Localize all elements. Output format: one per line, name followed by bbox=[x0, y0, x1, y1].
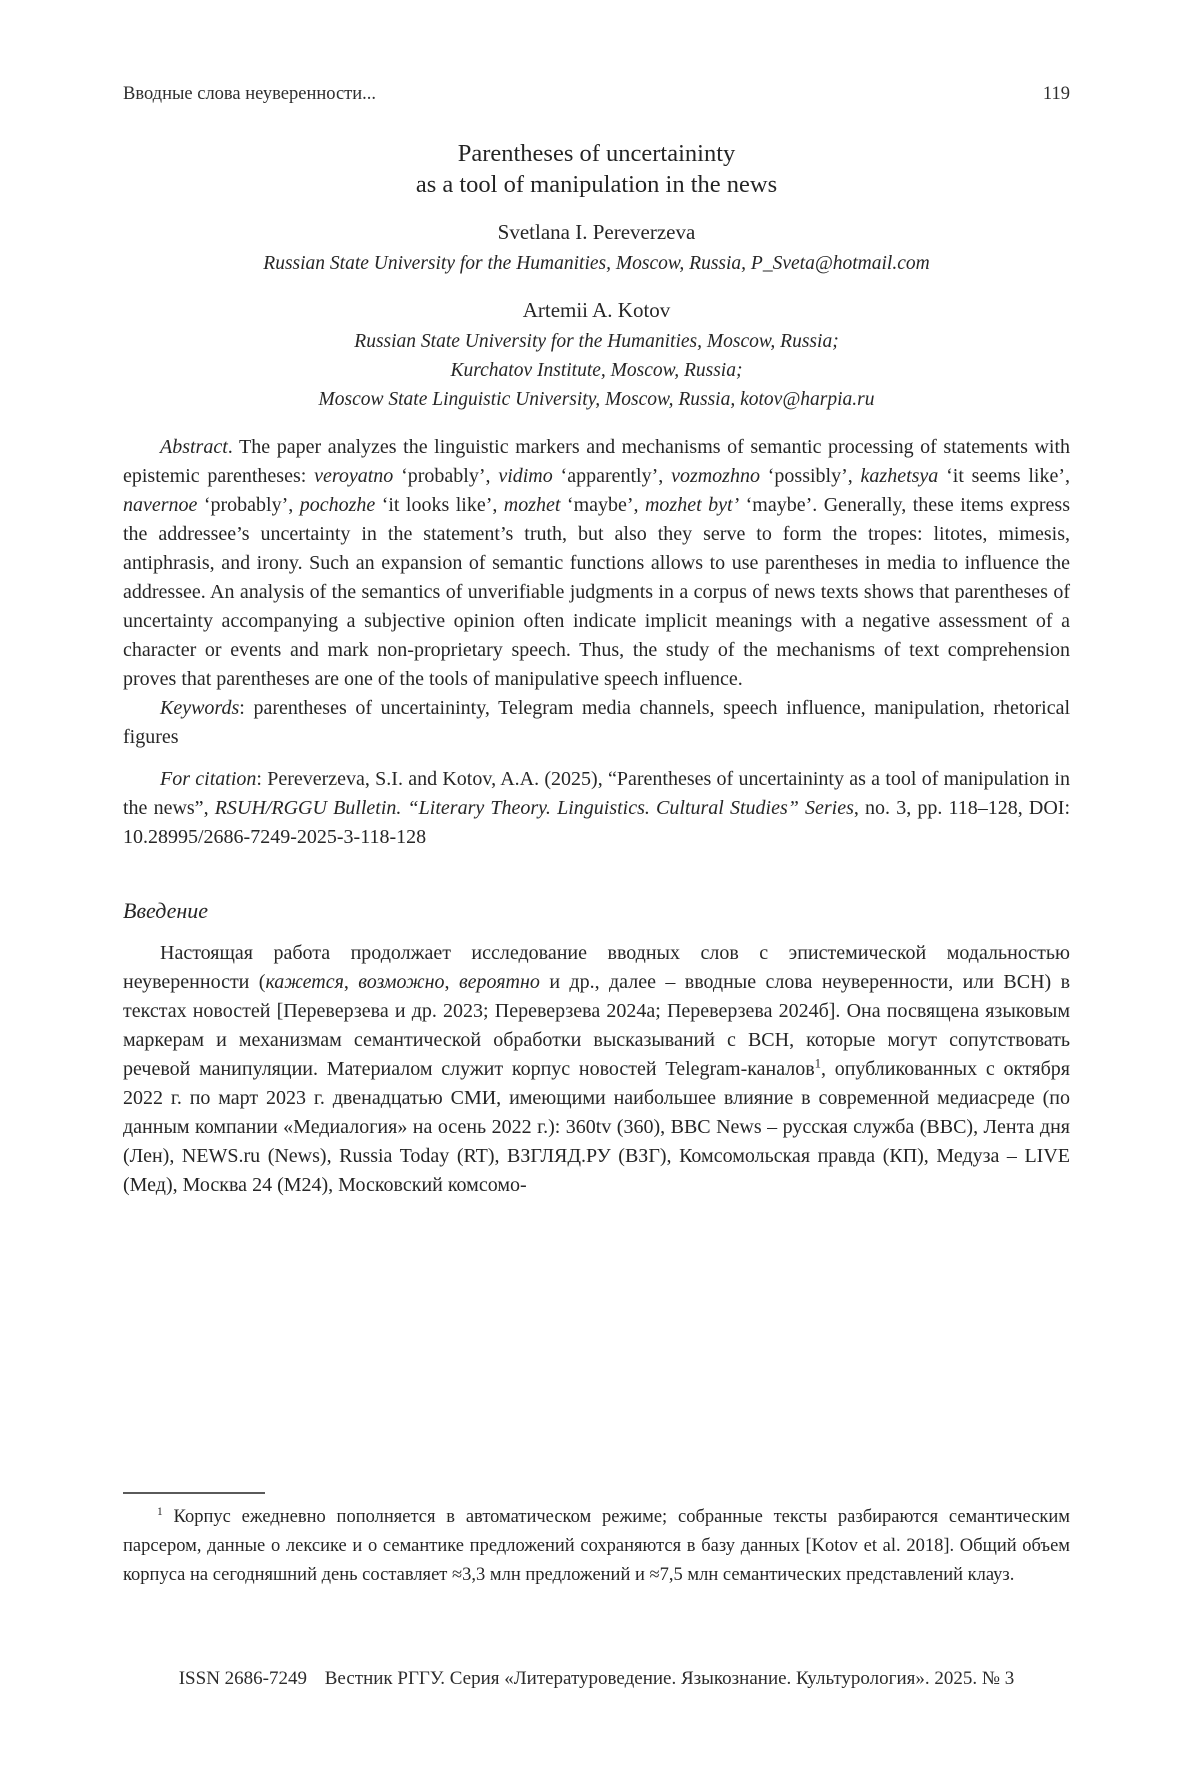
article-title-line2: as a tool of manipulation in the news bbox=[415, 171, 778, 198]
section-heading-introduction: Введение bbox=[123, 898, 209, 923]
running-title: Вводные слова неуверенности... bbox=[123, 84, 377, 104]
author-affiliation: Moscow State Linguistic University, Moscow, Russia, kotov@harpia.ru bbox=[318, 389, 875, 410]
citation-paragraph: For citation: Pereverzeva, S.I. and Kotov, A.A. (2025), “Parentheses of uncertaininty as a tool of manipulation in the news”, RSUH/RGGU Bulletin. “Literary Theory. Linguistics. Cultural Studies” Series, no. 3, pp. 118–128, DOI: 10.28995/2686-7249-2025-3-118-128 bbox=[123, 768, 1070, 848]
author-affiliation: Russian State University for the Humanities, Moscow, Russia, P_Sveta@hotmail.com bbox=[263, 253, 930, 274]
footnote-text: $^1$ Корпус ежедневно пополняется в автоматическом режиме; собранные тексты разбираются семантическим парсером, данные о лексике и о семантике предложений сохраняются в базу данных [Kotov et al. 2018]. Общий объем корпуса на сегодняшний день составляет ≈3,3 млн предложений и ≈7,5 млн семантических представлений клауз. bbox=[123, 1505, 1070, 1585]
footer-journal-info: Вестник РГГУ. Серия «Литературоведение. Языкознание. Культурология». 2025. № 3 bbox=[324, 1668, 1015, 1689]
running-header bbox=[123, 84, 1070, 105]
article-title-line1: Parentheses of uncertaininty bbox=[457, 140, 736, 167]
author-name-kotov: Artemii A. Kotov bbox=[522, 298, 671, 322]
introduction-paragraph: Настоящая работа продолжает исследование вводных слов с эпистемической модальностью неуверенности (кажется, возможно, вероятно и др., далее – вводные слова неуверенности, или ВСН) в текстах новостей [Переверзева и др. 2023; Переверзева 2024а; Переверзева 2024б]. Она посвящена языковым маркерам и механизмам семантической обработки высказываний с ВСН, которые могут сопутствовать речевой манипуляции. Материалом служит корпус новостей Telegram-каналов$^1$, опубликованных с октября 2022 г. по март 2023 г. двенадцатью СМИ, имеющими наибольшее влияние в современной медиасреде (по данным компании «Медиалогия» на осень 2022 г.): 360tv (360), BBC News – русская служба (BBC), Лента дня (Лен), NEWS.ru (News), Russia Today (RT), ВЗГЛЯД.РУ (ВЗГ), Комсомольская правда (КП), Медуза – LIVE (Мед), Москва 24 (М24), Московский комсомо- bbox=[123, 942, 1071, 1196]
page-content bbox=[123, 84, 1070, 1200]
page-number: 119 bbox=[1042, 84, 1070, 104]
author-affiliation: Russian State University for the Humanities, Moscow, Russia; bbox=[354, 331, 839, 352]
footnote-block bbox=[123, 1492, 1070, 1590]
article-title bbox=[123, 138, 1070, 200]
author-name-pereverzeva: Svetlana I. Pereverzeva bbox=[497, 220, 696, 244]
footer-issn: ISSN 2686-7249 bbox=[178, 1668, 307, 1689]
author-affiliation: Kurchatov Institute, Moscow, Russia; bbox=[450, 360, 743, 381]
footnote-separator-rule bbox=[123, 1492, 265, 1494]
keywords-paragraph: Keywords: parentheses of uncertaininty, Telegram media channels, speech influence, manipulation, rhetorical figures bbox=[123, 697, 1070, 748]
abstract-paragraph: Abstract. The paper analyzes the linguistic markers and mechanisms of semantic processing of statements with epistemic parentheses: veroyatno ‘probably’, vidimo ‘apparently’, vozmozhno ‘possibly’, kazhetsya ‘it seems like’, navernoe ‘probably’, pochozhe ‘it looks like’, mozhet ‘maybe’, mozhet byt’ ‘maybe’. Generally, these items express the addressee’s uncertainty in the statement’s truth, but also they serve to form the tropes: litotes, mimesis, antiphrasis, and irony. Such an expansion of semantic functions allows to use parentheses in media to influence the addressee. An analysis of the semantics of unverifiable judgments in a corpus of news texts shows that parentheses of uncertainty accompanying a subjective opinion often indicate implicit meanings with a negative assessment of a character or events and mark non-proprietary speech. Thus, the study of the mechanisms of text comprehension proves that parentheses are one of the tools of manipulative speech influence. bbox=[123, 436, 1070, 690]
page-footer bbox=[123, 1668, 1070, 1690]
